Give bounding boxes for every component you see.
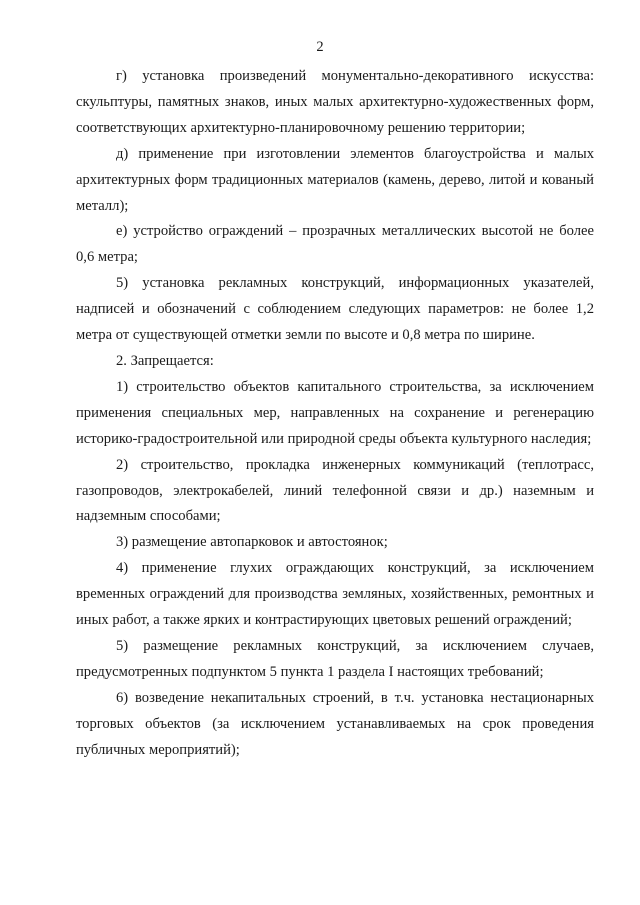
document-body	[76, 64, 594, 763]
paragraph-2-prohibited-heading: 2. Запрещается:	[116, 352, 214, 369]
paragraph-6-non-capital-structures: 6) возведение некапитальных строений, в т.ч. установка нестационарных торговых объектов (за исключением устанавливаемых на срок проведения публичных мероприятий);	[76, 689, 594, 758]
paragraph-3-parking: 3) размещение автопарковок и автостоянок;	[116, 534, 388, 551]
paragraph-4-blind-fences: 4) применение глухих ограждающих конструкций, за исключением временных ограждений для производства земляных, хозяйственных, ремонтных и иных работ, а также ярких и контрастирующих цветовых решений ограждений;	[76, 560, 594, 629]
paragraph-e-fences: е) устройство ограждений – прозрачных металлических высотой не более 0,6 метра;	[76, 223, 594, 266]
paragraph-g-monumental-art: г) установка произведений монументально-декоративного искусства: скульптуры, памятных знаков, иных малых архитектурно-художественных форм, соответствующих архитектурно-планировочному решению территории;	[76, 68, 594, 136]
paragraph-2-utilities: 2) строительство, прокладка инженерных коммуникаций (теплотрасс, газопроводов, электрокабелей, линий телефонной связи и др.) наземным и надземным способами;	[76, 456, 594, 525]
paragraph-5-advertising-structures: 5) установка рекламных конструкций, информационных указателей, надписей и обозначений с соблюдением следующих параметров: не более 1,2 метра от существующей отметки земли по высоте и 0,8 метра по ширине.	[76, 275, 594, 344]
page-number: 2	[316, 39, 324, 55]
paragraph-d-traditional-materials: д) применение при изготовлении элементов благоустройства и малых архитектурных форм традиционных материалов (камень, дерево, литой и кованый металл);	[76, 145, 594, 214]
paragraph-5-advertising-prohibition: 5) размещение рекламных конструкций, за исключением случаев, предусмотренных подпунктом 5 пункта 1 раздела I настоящих требований;	[76, 637, 594, 680]
paragraph-1-capital-construction: 1) строительство объектов капитального строительства, за исключением применения специальных мер, направленных на сохранение и регенерацию историко-градостроительной или природной среды объекта культурного наследия;	[76, 378, 594, 447]
